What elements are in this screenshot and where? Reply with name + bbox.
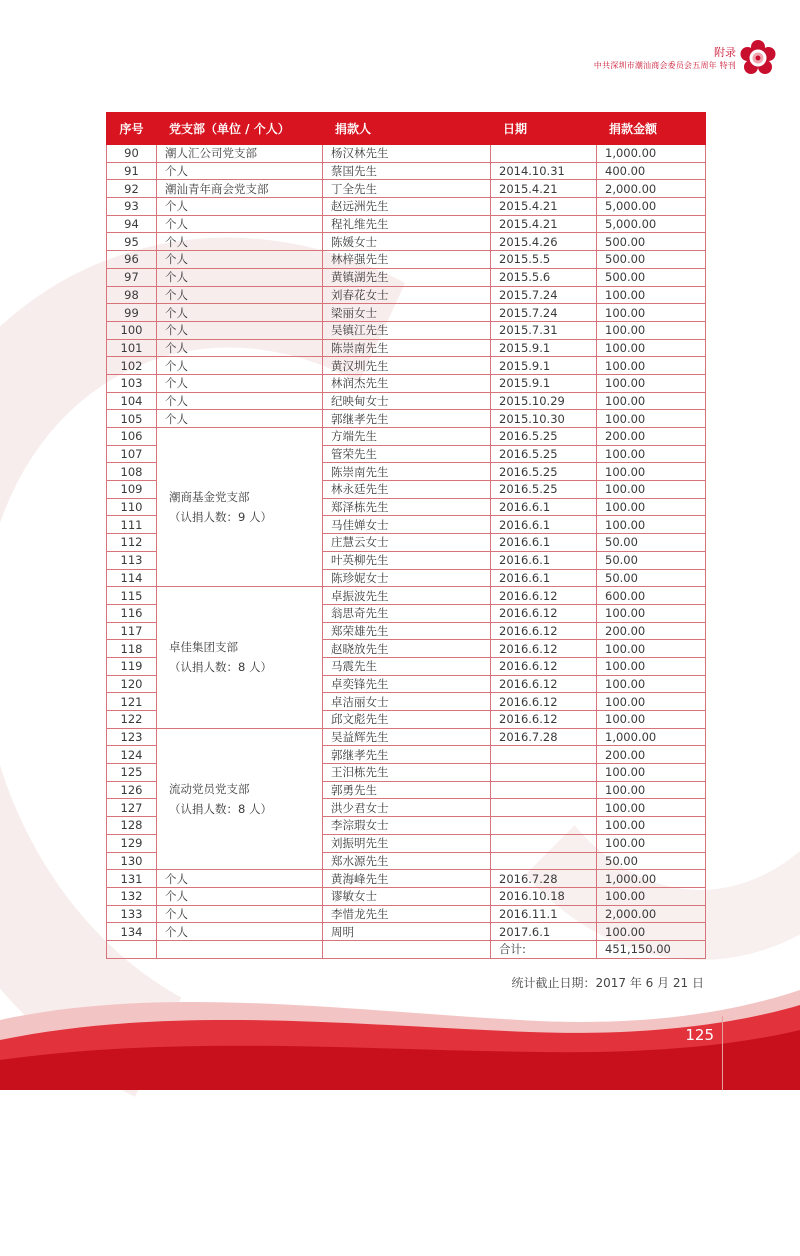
row-donor: 周明 [323, 923, 491, 941]
row-seq: 134 [107, 923, 157, 941]
row-amount: 100.00 [597, 640, 706, 658]
row-donor: 纪映甸女士 [323, 392, 491, 410]
row-branch: 个人 [157, 251, 323, 269]
row-amount: 100.00 [597, 357, 706, 375]
row-seq: 117 [107, 622, 157, 640]
row-seq: 120 [107, 675, 157, 693]
row-branch: 个人 [157, 392, 323, 410]
column-header-amount: 捐款金额 [597, 113, 706, 145]
row-date: 2016.6.12 [491, 711, 597, 729]
row-seq: 106 [107, 428, 157, 446]
row-seq: 93 [107, 198, 157, 216]
table-row [107, 304, 706, 322]
row-date: 2016.6.12 [491, 640, 597, 658]
row-amount: 500.00 [597, 233, 706, 251]
table-body [107, 145, 706, 959]
row-seq: 90 [107, 145, 157, 163]
table-row [107, 215, 706, 233]
table-row [107, 251, 706, 269]
row-date: 2015.4.26 [491, 233, 597, 251]
row-amount: 600.00 [597, 587, 706, 605]
row-donor: 刘振明先生 [323, 834, 491, 852]
row-donor: 林润杰先生 [323, 374, 491, 392]
table-row [107, 268, 706, 286]
red-wave-decoration [0, 980, 800, 1090]
group-branch-name: 流动党员党支部 [169, 781, 250, 796]
row-donor: 赵晓放先生 [323, 640, 491, 658]
row-branch: 潮人汇公司党支部 [157, 145, 323, 163]
row-donor: 林永廷先生 [323, 481, 491, 499]
row-amount: 2,000.00 [597, 905, 706, 923]
row-amount: 50.00 [597, 551, 706, 569]
row-date [491, 817, 597, 835]
row-amount: 100.00 [597, 445, 706, 463]
row-date: 2017.6.1 [491, 923, 597, 941]
row-date: 2016.6.12 [491, 604, 597, 622]
row-branch: 个人 [157, 905, 323, 923]
row-donor: 陈崇南先生 [323, 463, 491, 481]
row-amount: 200.00 [597, 746, 706, 764]
table-row [107, 145, 706, 163]
row-seq: 113 [107, 551, 157, 569]
row-seq: 103 [107, 374, 157, 392]
table-row [107, 728, 706, 746]
column-header-branch: 党支部（单位 / 个人） [157, 113, 323, 145]
row-date [491, 145, 597, 163]
row-seq: 123 [107, 728, 157, 746]
row-date: 2014.10.31 [491, 162, 597, 180]
table-row [107, 923, 706, 941]
row-donor: 丁全先生 [323, 180, 491, 198]
row-branch: 个人 [157, 321, 323, 339]
row-date: 2016.7.28 [491, 728, 597, 746]
row-date: 2015.10.29 [491, 392, 597, 410]
row-branch: 个人 [157, 304, 323, 322]
row-donor: 郑水源先生 [323, 852, 491, 870]
row-amount: 50.00 [597, 534, 706, 552]
row-donor: 刘春花女士 [323, 286, 491, 304]
row-amount: 100.00 [597, 463, 706, 481]
row-amount: 100.00 [597, 481, 706, 499]
row-amount: 100.00 [597, 817, 706, 835]
row-seq: 108 [107, 463, 157, 481]
row-donor: 吴镇江先生 [323, 321, 491, 339]
row-seq: 122 [107, 711, 157, 729]
row-amount: 100.00 [597, 498, 706, 516]
row-branch: 个人 [157, 215, 323, 233]
row-donor: 吴益辉先生 [323, 728, 491, 746]
row-donor: 黄汉圳先生 [323, 357, 491, 375]
row-amount: 100.00 [597, 516, 706, 534]
row-donor: 陈珍妮女士 [323, 569, 491, 587]
row-date: 2016.5.25 [491, 445, 597, 463]
table-row [107, 410, 706, 428]
row-seq: 125 [107, 764, 157, 782]
row-donor: 陈媛女士 [323, 233, 491, 251]
row-date: 2015.4.21 [491, 215, 597, 233]
row-seq: 101 [107, 339, 157, 357]
row-date: 2016.10.18 [491, 887, 597, 905]
row-amount: 100.00 [597, 410, 706, 428]
row-date: 2016.6.1 [491, 516, 597, 534]
row-seq: 109 [107, 481, 157, 499]
row-amount: 100.00 [597, 799, 706, 817]
donation-table [106, 112, 706, 959]
row-date: 2015.9.1 [491, 374, 597, 392]
row-date: 2016.6.12 [491, 693, 597, 711]
row-date: 2015.9.1 [491, 339, 597, 357]
table-row [107, 339, 706, 357]
row-seq: 94 [107, 215, 157, 233]
row-donor: 蔡国先生 [323, 162, 491, 180]
column-header-seq: 序号 [107, 113, 157, 145]
row-donor: 邱文彪先生 [323, 711, 491, 729]
row-seq: 132 [107, 887, 157, 905]
row-date: 2016.6.12 [491, 622, 597, 640]
row-donor: 杨汉林先生 [323, 145, 491, 163]
row-donor: 林梓强先生 [323, 251, 491, 269]
row-date: 2015.7.31 [491, 321, 597, 339]
row-amount: 100.00 [597, 339, 706, 357]
row-date: 2015.4.21 [491, 180, 597, 198]
row-donor: 谬敏女士 [323, 887, 491, 905]
row-date: 2016.6.12 [491, 675, 597, 693]
row-donor: 洪少君女士 [323, 799, 491, 817]
row-seq: 118 [107, 640, 157, 658]
row-amount: 400.00 [597, 162, 706, 180]
row-branch: 个人 [157, 233, 323, 251]
row-date: 2016.6.12 [491, 587, 597, 605]
row-donor: 卓振波先生 [323, 587, 491, 605]
row-date [491, 834, 597, 852]
row-donor: 方端先生 [323, 428, 491, 446]
row-donor: 李淙瑕女士 [323, 817, 491, 835]
row-amount: 100.00 [597, 834, 706, 852]
row-donor: 郭继孝先生 [323, 746, 491, 764]
table-row [107, 374, 706, 392]
row-amount: 100.00 [597, 781, 706, 799]
table-row [107, 870, 706, 888]
table-row [107, 198, 706, 216]
row-seq: 116 [107, 604, 157, 622]
row-seq: 124 [107, 746, 157, 764]
row-donor: 郭继孝先生 [323, 410, 491, 428]
row-seq: 112 [107, 534, 157, 552]
group-branch-cell [157, 428, 323, 587]
row-seq: 131 [107, 870, 157, 888]
row-seq: 91 [107, 162, 157, 180]
row-seq: 107 [107, 445, 157, 463]
row-branch: 个人 [157, 198, 323, 216]
row-donor: 黄镇湖先生 [323, 268, 491, 286]
row-amount: 50.00 [597, 852, 706, 870]
row-donor: 马震先生 [323, 657, 491, 675]
table-row [107, 587, 706, 605]
row-date: 2015.7.24 [491, 304, 597, 322]
row-donor: 郑荣雄先生 [323, 622, 491, 640]
row-date: 2015.4.21 [491, 198, 597, 216]
row-amount: 100.00 [597, 693, 706, 711]
row-seq: 114 [107, 569, 157, 587]
row-seq: 92 [107, 180, 157, 198]
row-donor: 赵远洲先生 [323, 198, 491, 216]
row-branch: 个人 [157, 357, 323, 375]
group-branch-name: 潮商基金党支部 [169, 490, 250, 505]
row-seq: 98 [107, 286, 157, 304]
total-label: 合计: [491, 940, 597, 958]
row-date: 2016.11.1 [491, 905, 597, 923]
row-seq: 100 [107, 321, 157, 339]
row-date: 2015.5.6 [491, 268, 597, 286]
row-date: 2016.6.12 [491, 657, 597, 675]
row-amount: 50.00 [597, 569, 706, 587]
group-branch-name: 卓佳集团支部 [169, 640, 238, 655]
total-row [107, 940, 706, 958]
row-amount: 100.00 [597, 392, 706, 410]
row-donor: 梁丽女士 [323, 304, 491, 322]
row-seq: 127 [107, 799, 157, 817]
group-donor-count: （认捐人数：8 人） [169, 801, 272, 816]
row-seq: 105 [107, 410, 157, 428]
row-amount: 1,000.00 [597, 728, 706, 746]
table-header-row [107, 113, 706, 145]
row-amount: 200.00 [597, 622, 706, 640]
table-row [107, 357, 706, 375]
row-amount: 100.00 [597, 657, 706, 675]
group-donor-count: （认捐人数：8 人） [169, 660, 272, 675]
row-donor: 郭勇先生 [323, 781, 491, 799]
total-amount: 451,150.00 [597, 940, 706, 958]
row-date: 2016.5.25 [491, 463, 597, 481]
row-amount: 200.00 [597, 428, 706, 446]
row-seq: 129 [107, 834, 157, 852]
table-row [107, 180, 706, 198]
row-amount: 100.00 [597, 604, 706, 622]
row-branch: 个人 [157, 410, 323, 428]
row-date [491, 781, 597, 799]
row-date [491, 764, 597, 782]
row-donor: 叶英柳先生 [323, 551, 491, 569]
row-seq: 95 [107, 233, 157, 251]
row-donor: 李惜龙先生 [323, 905, 491, 923]
row-branch: 个人 [157, 923, 323, 941]
row-amount: 5,000.00 [597, 215, 706, 233]
row-date: 2016.6.1 [491, 569, 597, 587]
row-date: 2016.6.1 [491, 498, 597, 516]
row-amount: 100.00 [597, 304, 706, 322]
row-date: 2015.5.5 [491, 251, 597, 269]
row-seq: 128 [107, 817, 157, 835]
row-date: 2016.5.25 [491, 428, 597, 446]
row-donor: 卓洁丽女士 [323, 693, 491, 711]
row-branch: 个人 [157, 339, 323, 357]
row-amount: 100.00 [597, 923, 706, 941]
table-row [107, 321, 706, 339]
row-donor: 卓奕锋先生 [323, 675, 491, 693]
row-seq: 133 [107, 905, 157, 923]
page-number-divider [722, 1016, 723, 1090]
section-title: 附录 [714, 46, 736, 59]
row-amount: 100.00 [597, 286, 706, 304]
row-amount: 2,000.00 [597, 180, 706, 198]
row-date [491, 799, 597, 817]
table-row [107, 233, 706, 251]
statistics-cutoff-date: 统计截止日期：2017 年 6 月 21 日 [511, 976, 704, 990]
table-row [107, 286, 706, 304]
row-branch: 个人 [157, 887, 323, 905]
row-seq: 115 [107, 587, 157, 605]
row-amount: 100.00 [597, 764, 706, 782]
row-date: 2016.7.28 [491, 870, 597, 888]
row-donor: 程礼维先生 [323, 215, 491, 233]
row-branch: 个人 [157, 374, 323, 392]
row-branch: 潮汕青年商会党支部 [157, 180, 323, 198]
row-donor: 马佳婵女士 [323, 516, 491, 534]
page-number: 125 [685, 1026, 714, 1044]
row-amount: 5,000.00 [597, 198, 706, 216]
row-seq: 130 [107, 852, 157, 870]
group-branch-cell [157, 587, 323, 729]
row-amount: 1,000.00 [597, 870, 706, 888]
group-donor-count: （认捐人数：9 人） [169, 510, 272, 525]
row-amount: 500.00 [597, 251, 706, 269]
row-donor: 王汨栋先生 [323, 764, 491, 782]
row-date: 2015.9.1 [491, 357, 597, 375]
row-seq: 104 [107, 392, 157, 410]
table-row [107, 162, 706, 180]
row-seq: 126 [107, 781, 157, 799]
row-amount: 100.00 [597, 887, 706, 905]
row-amount: 500.00 [597, 268, 706, 286]
flower-logo-icon [740, 40, 776, 76]
row-date: 2015.7.24 [491, 286, 597, 304]
row-seq: 121 [107, 693, 157, 711]
row-seq: 119 [107, 657, 157, 675]
row-seq: 110 [107, 498, 157, 516]
row-amount: 100.00 [597, 675, 706, 693]
row-seq: 96 [107, 251, 157, 269]
row-date: 2016.5.25 [491, 481, 597, 499]
donation-table-container [106, 112, 705, 959]
column-header-donor: 捐款人 [323, 113, 491, 145]
row-donor: 陈崇南先生 [323, 339, 491, 357]
row-donor: 庄慧云女士 [323, 534, 491, 552]
column-header-date: 日期 [491, 113, 597, 145]
table-row [107, 887, 706, 905]
row-seq: 111 [107, 516, 157, 534]
table-row [107, 392, 706, 410]
row-seq: 99 [107, 304, 157, 322]
row-branch: 个人 [157, 286, 323, 304]
row-date: 2015.10.30 [491, 410, 597, 428]
row-amount: 1,000.00 [597, 145, 706, 163]
row-seq: 102 [107, 357, 157, 375]
row-donor: 郑泽栋先生 [323, 498, 491, 516]
row-date: 2016.6.1 [491, 551, 597, 569]
row-branch: 个人 [157, 268, 323, 286]
row-branch: 个人 [157, 162, 323, 180]
row-amount: 100.00 [597, 321, 706, 339]
row-seq: 97 [107, 268, 157, 286]
table-row [107, 428, 706, 446]
total-empty-donor [323, 940, 491, 958]
row-amount: 100.00 [597, 374, 706, 392]
row-branch: 个人 [157, 870, 323, 888]
row-date [491, 852, 597, 870]
table-row [107, 905, 706, 923]
row-donor: 翁思奇先生 [323, 604, 491, 622]
row-date: 2016.6.1 [491, 534, 597, 552]
row-donor: 管荣先生 [323, 445, 491, 463]
row-donor: 黄海峰先生 [323, 870, 491, 888]
group-branch-cell [157, 728, 323, 870]
row-amount: 100.00 [597, 711, 706, 729]
total-empty-branch [157, 940, 323, 958]
total-empty-seq [107, 940, 157, 958]
row-date [491, 746, 597, 764]
publication-subtitle: 中共深圳市潮汕商会委员会五周年 特刊 [593, 61, 736, 70]
